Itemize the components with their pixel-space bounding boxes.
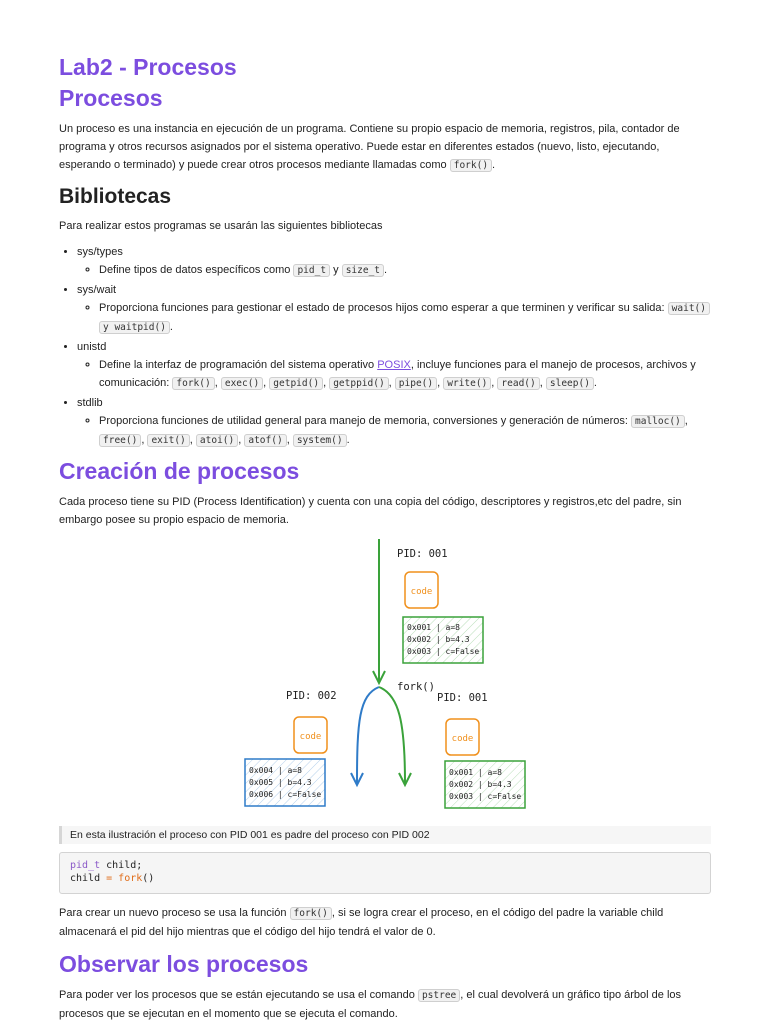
code-operator: =	[100, 873, 119, 884]
library-name: unistd	[77, 341, 107, 353]
parent-branch-line	[379, 687, 405, 783]
text: , si se logra crear el proceso, en el código del padre la variable child almacenará el pid del hijo mientras que el código del hijo tendrá el valor de 0.	[59, 907, 664, 938]
inline-code: getpid()	[269, 377, 323, 390]
intro-paragraph	[59, 120, 711, 175]
inline-code: system()	[293, 434, 347, 447]
inline-code: fork()	[290, 907, 332, 920]
code-label: code	[299, 732, 322, 742]
code-text: child;	[100, 860, 143, 871]
memory-row: 0x002 | b=4.3	[449, 780, 512, 789]
list-item	[99, 299, 711, 337]
text: , el cual devolverá un gráfico tipo árbol de los procesos que se ejecutan en el momento que se ejecuta el comando.	[59, 989, 682, 1020]
code-type: pid_t	[70, 860, 101, 871]
code-label: code	[451, 734, 474, 744]
blockquote: En esta ilustración el proceso con PID 001 es padre del proceso con PID 002	[59, 826, 711, 844]
period: .	[384, 264, 388, 276]
library-desc: Define la interfaz de programación del sistema operativo	[99, 359, 375, 371]
fork-diagram-svg	[59, 537, 711, 820]
inline-code: exec()	[221, 377, 263, 390]
library-name: sys/types	[77, 246, 123, 258]
memory-row: 0x005 | b=4.3	[249, 778, 312, 787]
inline-code: malloc()	[631, 415, 685, 428]
intro-end: .	[492, 159, 496, 171]
period: .	[169, 321, 173, 333]
fork-diagram	[59, 537, 711, 820]
code-line	[70, 872, 700, 885]
document-page	[59, 52, 711, 1031]
memory-row: 0x001 | a=8	[407, 623, 460, 632]
fork-label: fork()	[397, 681, 435, 693]
parent-pid-label: PID: 001	[397, 548, 448, 560]
library-list	[59, 243, 711, 450]
observar-heading: Observar los procesos	[59, 951, 309, 977]
memory-row: 0x001 | a=8	[449, 768, 502, 777]
text: Para crear un nuevo proceso se usa la función	[59, 907, 287, 919]
parent-after-pid-label: PID: 001	[437, 692, 488, 704]
library-desc-cont: , incluye funciones para el manejo de procesos, archivos y comunicación:	[99, 359, 696, 389]
memory-row: 0x003 | c=False	[407, 647, 480, 656]
period: .	[346, 434, 350, 446]
inline-code: exit()	[147, 434, 189, 447]
list-item	[99, 261, 711, 280]
inline-code: sleep()	[546, 377, 594, 390]
memory-row: 0x002 | b=4.3	[407, 635, 470, 644]
code-text: ()	[142, 873, 155, 884]
memory-row: 0x003 | c=False	[449, 792, 522, 801]
list-item: ◦ Proporciona funciones de utilidad general para manejo de memoria, conversiones y generación de números: malloc() , free() , exit() , atoi() , atof() , system() .	[99, 412, 711, 450]
posix-link[interactable]: POSIX	[377, 359, 411, 371]
library-name: stdlib	[77, 397, 103, 409]
observar-paragraph	[59, 986, 711, 1023]
intro-text: Un proceso es una instancia en ejecución de un programa. Contiene su propio espacio de memoria, registros, pila, contador de programa y otros recursos asignados por el sistema operativo. Puede estar en diferentes estados (nuevo, listo, ejecutando, esperando o terminado) y puede crear otros procesos mediante llamadas como	[59, 123, 680, 171]
text: Para poder ver los procesos que se están ejecutando se usa el comando	[59, 989, 415, 1001]
inline-code: read()	[497, 377, 539, 390]
inline-code-fork: fork()	[450, 159, 492, 172]
inline-code: fork()	[172, 377, 214, 390]
fork-explain-paragraph	[59, 904, 711, 941]
inline-code: wait()	[668, 302, 710, 315]
list-item	[77, 394, 711, 450]
inline-code: pstree	[418, 989, 460, 1002]
memory-row: 0x006 | c=False	[249, 790, 322, 799]
code-text: child	[70, 873, 101, 884]
memory-row: 0x004 | a=8	[249, 766, 302, 775]
inline-code: y waitpid()	[99, 321, 170, 334]
library-desc: Proporciona funciones para gestionar el estado de procesos hijos como esperar a que terminen y verificar su salida:	[99, 302, 665, 314]
code-line	[70, 859, 700, 872]
list-item	[77, 338, 711, 393]
inline-code: pipe()	[395, 377, 437, 390]
library-name: sys/wait	[77, 284, 117, 296]
creacion-heading: Creación de procesos	[59, 458, 300, 484]
list-item	[77, 281, 711, 337]
bibliotecas-heading: Bibliotecas	[59, 185, 172, 208]
inline-code: atoi()	[196, 434, 238, 447]
code-function: fork	[118, 873, 143, 884]
list-item	[77, 243, 711, 280]
inline-code: atof()	[244, 434, 286, 447]
code-label: code	[410, 587, 433, 597]
inline-code: pid_t	[293, 264, 330, 277]
list-item: ◦ Define la interfaz de programación del sistema operativo POSIX, incluye funciones para el manejo de procesos, archivos y comunicación: fork() , exec() , getpid() , getppid() , pipe() , write() , read() , sleep() .	[99, 356, 711, 393]
library-desc: Define tipos de datos específicos como	[99, 264, 291, 276]
creacion-paragraph: Cada proceso tiene su PID (Process Identification) y cuenta con una copia del código, descriptores y registros,etc del padre, sin embargo posee su propio espacio de memoria.	[59, 496, 682, 526]
period: .	[593, 377, 597, 389]
inline-code: free()	[99, 434, 141, 447]
code-block	[59, 852, 711, 894]
library-desc: Proporciona funciones de utilidad general para manejo de memoria, conversiones y generación de números:	[99, 415, 628, 427]
inline-code: size_t	[342, 264, 384, 277]
conjunction: y	[333, 264, 339, 276]
bibliotecas-intro: Para realizar estos programas se usarán las siguientes bibliotecas	[59, 220, 383, 232]
child-pid-label: PID: 002	[286, 690, 337, 702]
inline-code: write()	[443, 377, 491, 390]
procesos-heading: Procesos	[59, 85, 163, 111]
inline-code: getppid()	[329, 377, 388, 390]
lab-title: Lab2 - Procesos	[59, 54, 237, 80]
child-branch-line	[357, 687, 379, 783]
